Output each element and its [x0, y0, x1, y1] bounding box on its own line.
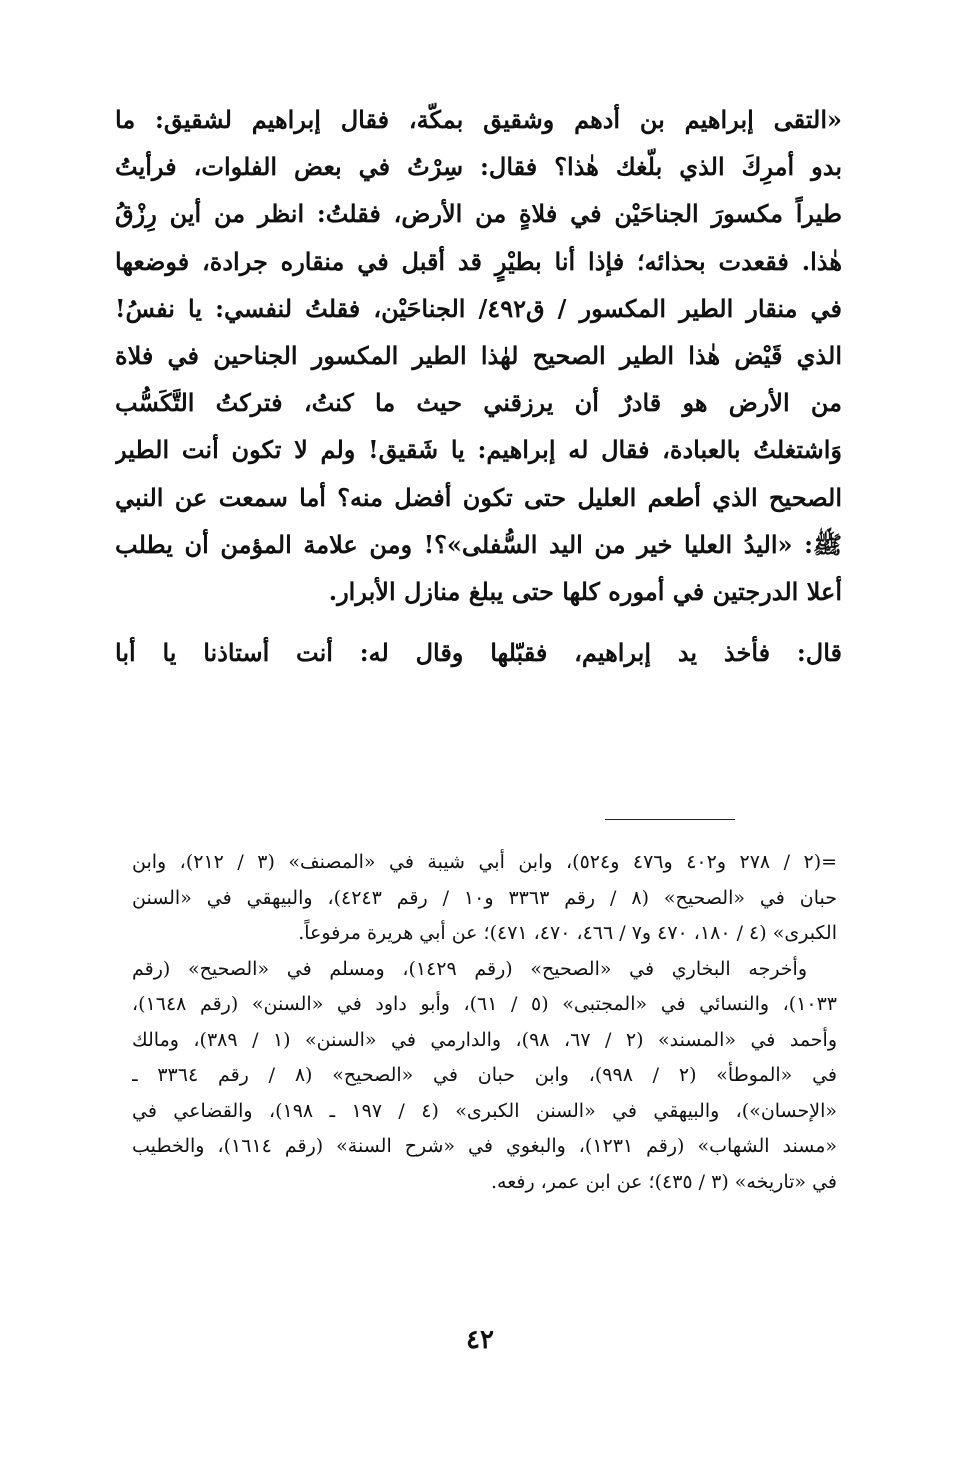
footnote-line: «مسند الشهاب» (رقم ١٢٣١)، والبغوي في «شرح السنة» (رقم ١٦١٤)، والخطيب: [132, 1135, 837, 1157]
main-line: بدو أمرِكَ الذي بلّغك هٰذا؟ فقال: سِرْتُ في بعض الفلوات، فرأيتُ: [115, 152, 842, 182]
footnote-separator: [605, 819, 735, 820]
main-line: الذي قَيْض هٰذا الطير الصحيح لهٰذا الطير المكسور الجناحين في فلاة: [115, 340, 842, 370]
footnote-line: =(٢ / ٢٧٨ و٤٠٢ و٤٧٦ و٥٢٤)، وابن أبي شيبة في «المصنف» (٣ / ٢١٢)، وابن: [132, 851, 837, 873]
main-line: في منقار الطير المكسور / ق٤٩٢/ الجناحَيْن، فقلتُ لنفسي: يا نفسُ!: [115, 293, 842, 323]
footnote-line: «الإحسان»)، والبيهقي في «السنن الكبرى» (٤ / ١٩٧ ـ ١٩٨)، والقضاعي في: [132, 1099, 837, 1122]
main-line: «التقى إبراهيم بن أدهم وشقيق بمكّة، فقال إبراهيم لشقيق: ما: [115, 105, 842, 134]
footnote-line: الكبرى» (٤ / ١٨٠، ٤٧٠ و٧ / ٤٦٦، ٤٧٠، ٤٧١)؛ عن أبي هريرة مرفوعاً.: [298, 922, 837, 944]
footnote-line: في «الموطأ» (٢ / ٩٩٨)، وابن حبان في «الصحيح» (٨ / رقم ٣٣٦٤ ـ: [132, 1064, 837, 1086]
main-text: [115, 96, 842, 676]
footnotes: [132, 845, 837, 1200]
main-line: من الأرض هو قادرٌ أن يرزقني حيث ما كنتُ، فتركتُ التَّكَسُّب: [115, 388, 842, 418]
footnote-line: وأحمد في «المسند» (٢ / ٦٧، ٩٨)، والدارمي في «السنن» (١ / ٣٨٩)، ومالك: [132, 1028, 837, 1051]
main-line: هٰذا. فقعدت بحذائه؛ فإذا أنا بطيْرٍ قد أقبل في منقاره جرادة، فوضعها: [115, 246, 842, 276]
footnote-line: في «تاريخه» (٣ / ٤٣٥)؛ عن ابن عمر، رفعه.: [490, 1170, 837, 1193]
footnote-line: حبان في «الصحيح» (٨ / رقم ٣٣٦٣ و١٠ / رقم ٤٢٤٣)، والبيهقي في «السنن: [132, 886, 837, 909]
page-number: ٤٢: [466, 1325, 494, 1355]
paragraph-gap: [115, 615, 842, 629]
footnote-line: وأخرجه البخاري في «الصحيح» (رقم ١٤٢٩)، ومسلم في «الصحيح» (رقم: [132, 957, 807, 980]
main-line: طيراً مكسورَ الجناحَيْن في فلاةٍ من الأرض، فقلتُ: انظر من أين رِزْقُ: [115, 199, 842, 229]
main-line: أعلا الدرجتين في أموره كلها حتى يبلغ منازل الأبرار.: [328, 576, 842, 606]
main-line: وَاشتغلتُ بالعبادة، فقال له إبراهيم: يا شَقيق! ولم لا تكون أنت الطير: [115, 435, 842, 465]
footnote-line: ١٠٣٣)، والنسائي في «المجتبى» (٥ / ٦١)، وأبو داود في «السنن» (رقم ١٦٤٨)،: [132, 993, 837, 1015]
main-line: ﷺ: «اليدُ العليا خير من اليد السُّفلى»؟! ومن علامة المؤمن أن يطلب: [115, 529, 842, 559]
main-line: الصحيح الذي أطعم العليل حتى تكون أفضل منه؟ أما سمعت عن النبي: [115, 482, 842, 512]
main-line: قال: فأخذ يد إبراهيم، فقبّلها وقال له: أنت أستاذنا يا أبا: [115, 638, 842, 668]
